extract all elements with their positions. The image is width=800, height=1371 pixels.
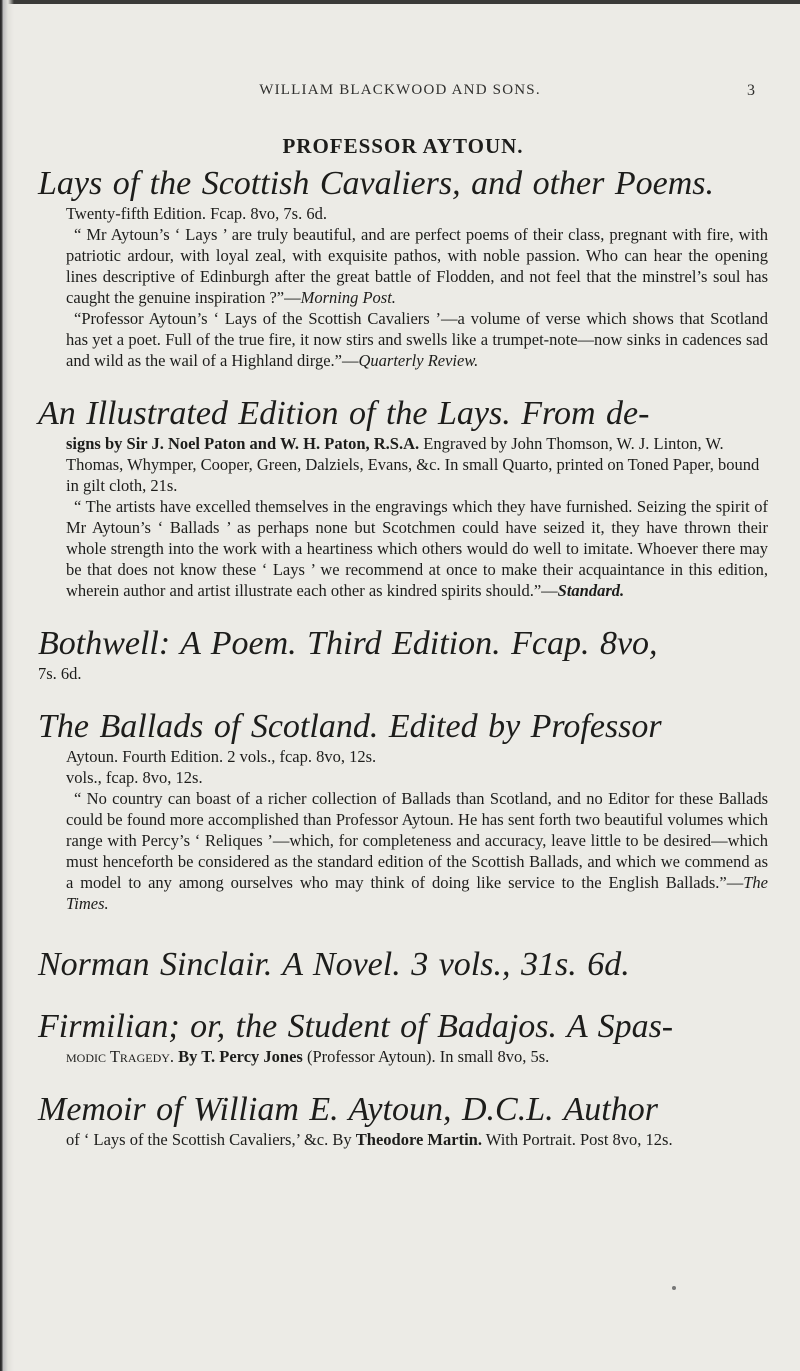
entry-details-rest: Engraved by John Thomson, W. J. Linton, W. Thomas, Whymper, Cooper, Green, Dalziels, Evans, &c. In small Quarto, printed on Toned Paper, bound in gilt cloth, 21s. [66,434,760,495]
entry-details [66,1129,768,1150]
review-quote [66,788,768,914]
quote-text: “ No country can boast of a richer collection of Ballads than Scotland, and no Editor for these Ballads could be found more accomplished than Professor Aytoun. He has sent forth two beautiful volumes which range with Percy’s ‘ Reliques ’—which, for completeness and accuracy, leave little to be desired—which must henceforth be considered as the standard edition of the Scottish Ballads, and which we commend as a model to any among ourselves who may think of doing like service to the English Ballads.”— [66,789,768,892]
entry-ballads-of-scotland [38,708,768,914]
quote-source: Morning Post. [300,288,396,307]
review-quote [66,224,768,308]
entry-title: Bothwell: A Poem. Third Edition. Fcap. 8vo, [38,625,658,662]
quote-source: The Times. [66,873,768,913]
running-head [0,82,800,104]
entry-title: Memoir of William E. Aytoun, D.C.L. Author [38,1091,658,1128]
top-border [0,0,800,4]
entry-lays [38,165,768,371]
entry-firmilian [38,1008,768,1067]
entry-memoir [38,1091,768,1150]
entry-title: The Ballads of Scotland. Edited by Professor [38,708,662,745]
entry-details-lead: of ‘ Lays of the Scottish Cavaliers,’ &c. By [66,1130,352,1149]
entry-details-rest: With Portrait. Post 8vo, 12s. [485,1130,673,1149]
entry-details-subtitle: modic Tragedy. [66,1047,175,1066]
section-title: PROFESSOR AYTOUN. [282,134,524,158]
entry-details-lead: signs by Sir J. Noel Paton and W. H. Paton, R.S.A. [66,434,420,453]
page-binding-edge [0,0,14,1371]
entry-illustrated-lays [38,395,768,601]
entry-details-rest: (Professor Aytoun). In small 8vo, 5s. [306,1047,550,1066]
quote-text: “ Mr Aytoun’s ‘ Lays ’ are truly beautiful, and are perfect poems of their class, pregnant with fire, with patriotic ardour, with loyal zeal, with exquisite pathos, with noble passion. Who can hear the opening lines descriptive of Edinburgh after the great battle of Flodden, and not feel that the minstrel’s soul has caught the genuine inspiration ?”— [66,225,768,307]
entry-details-author: By T. Percy Jones [178,1047,303,1066]
page-content [38,134,768,1150]
entry-details: Twenty-fifth Edition. Fcap. 8vo, 7s. 6d. [66,204,327,223]
entry-details: Aytoun. Fourth Edition. 2 vols., fcap. 8vo, 12s. [66,747,377,766]
quote-text: “ The artists have excelled themselves in the engravings which they have furnished. Seizing the spirit of Mr Aytoun’s ‘ Ballads ’ as perhaps none but Scotchmen could have seized it, they have thrown their whole strength into the work with a heartiness which others would do well to imitate. Whoever there may be that does not know these ‘ Lays ’ we recommend at once to make their acquaintance in this edition, wherein author and artist illustrate each other as kindred spirits should.”— [66,497,768,600]
quote-source: Standard. [557,581,625,600]
entry-bothwell [38,625,768,684]
entry-details-extra: vols., fcap. 8vo, 12s. [66,768,203,787]
quote-source: Quarterly Review. [358,351,479,370]
entry-details [66,1046,768,1067]
review-quote [66,308,768,371]
page-speck [672,1286,676,1290]
entry-details: 7s. 6d. [38,664,82,683]
running-head-title: WILLIAM BLACKWOOD AND SONS. [259,82,541,98]
review-quote [66,496,768,601]
entry-title: Firmilian; or, the Student of Badajos. A Spas- [38,1008,674,1045]
entry-title: Norman Sinclair. A Novel. 3 vols., 31s. 6d. [38,946,630,983]
quote-text: “Professor Aytoun’s ‘ Lays of the Scottish Cavaliers ’—a volume of verse which shows that Scotland has yet a poet. Full of the true fire, it now stirs and swells like a trumpet-note—now sinks in cadences sad and wild as the wail of a Highland dirge.”— [66,309,768,370]
page-number: 3 [747,82,755,99]
entry-details [66,433,768,496]
entry-norman-sinclair [38,946,768,984]
entry-details-author: Theodore Martin. [355,1130,482,1149]
entry-title: Lays of the Scottish Cavaliers, and other Poems. [38,165,715,202]
entry-title: An Illustrated Edition of the Lays. From de- [38,395,650,432]
